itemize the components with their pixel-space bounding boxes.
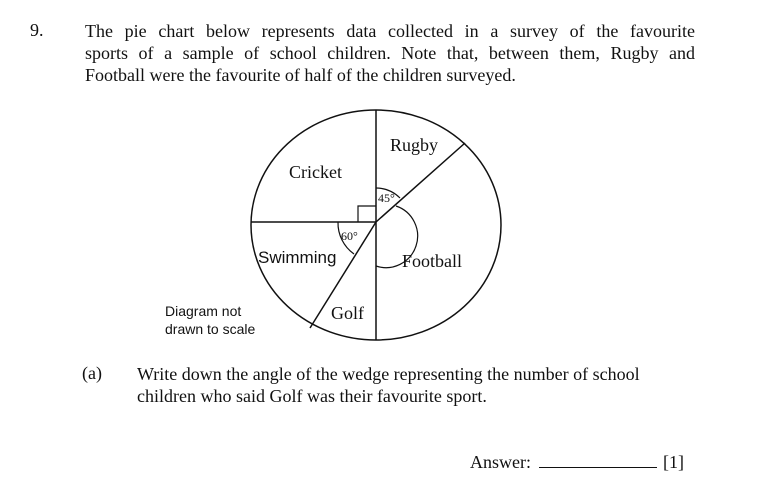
angle-label-swimming: 60° (341, 229, 358, 243)
part-a-label: (a) (82, 363, 102, 383)
angle-label-rugby: 45° (378, 191, 395, 205)
sector-label-swimming: Swimming (258, 248, 337, 267)
diagram-note-line-2: drawn to scale (165, 321, 256, 337)
intro-line-2: sports of a sample of school children. Note that, between them, Rugby and (85, 43, 695, 63)
question-number: 9. (30, 20, 44, 40)
intro-line-1: The pie chart below represents data collected in a survey of the favourite (85, 21, 695, 41)
part-a-question (137, 363, 697, 407)
part-a-line-1: Write down the angle of the wedge representing the number of school (137, 364, 640, 384)
answer-label: Answer: (470, 452, 531, 472)
sector-label-rugby: Rugby (390, 135, 439, 155)
sector-label-cricket: Cricket (289, 162, 342, 182)
sector-label-golf: Golf (331, 303, 364, 323)
diagram-note-line-1: Diagram not (165, 303, 242, 319)
marks-label: [1] (663, 452, 684, 472)
right-angle-marker (358, 206, 376, 222)
diagram-note (165, 302, 255, 338)
answer-blank[interactable] (539, 451, 657, 468)
answer-row (470, 451, 684, 473)
intro-line-3: Football were the favourite of half of the children surveyed. (85, 65, 516, 85)
part-a-line-2: children who said Golf was their favourite sport. (137, 386, 487, 406)
sector-label-football: Football (402, 251, 463, 271)
